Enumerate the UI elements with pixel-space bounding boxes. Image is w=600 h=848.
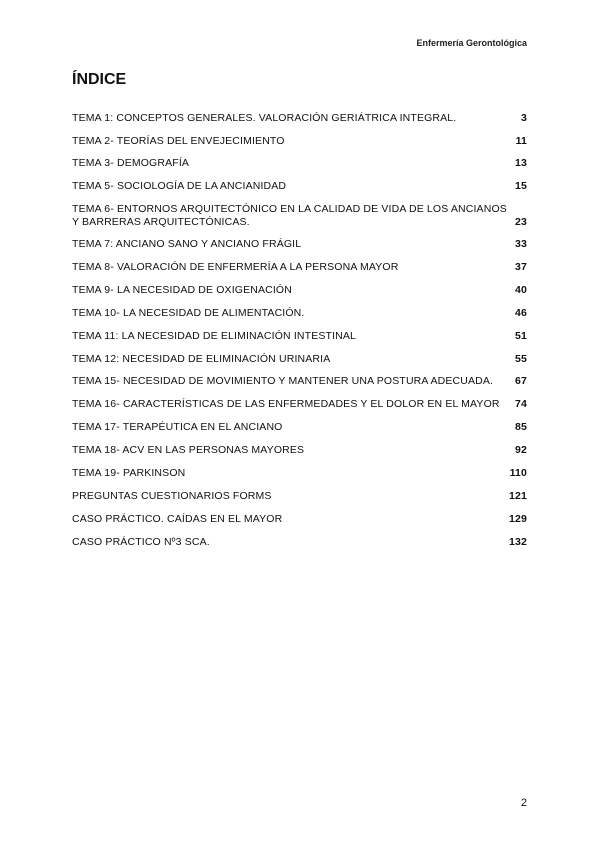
toc-entry-page: 3 <box>521 112 527 124</box>
toc-entry[interactable] <box>72 203 527 229</box>
toc-entry-page: 110 <box>509 467 527 479</box>
toc-entry-page: 33 <box>515 238 527 250</box>
toc-entry[interactable] <box>72 284 527 297</box>
toc-entry-title: CASO PRÁCTICO. CAÍDAS EN EL MAYOR <box>72 513 283 525</box>
toc-entry-page: 132 <box>509 536 527 548</box>
toc-entry-page: 121 <box>509 490 527 502</box>
toc-entry-page: 40 <box>515 284 527 296</box>
toc-entry-page: 67 <box>515 375 527 387</box>
toc-entry-title: TEMA 6- ENTORNOS ARQUITECTÓNICO EN LA CALIDAD DE VIDA DE LOS ANCIANOS Y BARRERAS ARQUITECTÓNICAS. <box>72 203 507 228</box>
toc-entry-title: TEMA 18- ACV EN LAS PERSONAS MAYORES <box>72 444 305 456</box>
page-number: 2 <box>520 797 527 809</box>
toc-entry-page: 74 <box>515 398 527 410</box>
toc-entry-title: TEMA 10- LA NECESIDAD DE ALIMENTACIÓN. <box>72 307 305 319</box>
toc-entry[interactable] <box>72 398 527 411</box>
toc-entry-title: CASO PRÁCTICO Nº3 SCA. <box>72 536 210 548</box>
toc-entry-title: TEMA 3- DEMOGRAFÍA <box>72 157 190 169</box>
toc-entry-page: 51 <box>515 330 527 342</box>
toc-entry-page: 92 <box>515 444 527 456</box>
toc-entry-page: 46 <box>515 307 527 319</box>
toc-entry-page: 55 <box>515 353 527 365</box>
toc-entry[interactable] <box>72 513 527 526</box>
toc-entry[interactable] <box>72 180 527 193</box>
toc-entry-title: TEMA 2- TEORÍAS DEL ENVEJECIMIENTO <box>72 135 285 147</box>
toc-entry-title: TEMA 9- LA NECESIDAD DE OXIGENACIÓN <box>72 284 292 296</box>
toc-entry-title: TEMA 5- SOCIOLOGÍA DE LA ANCIANIDAD <box>72 180 287 192</box>
toc-entry[interactable] <box>72 238 527 251</box>
toc-entry-title: TEMA 12: NECESIDAD DE ELIMINACIÓN URINARIA <box>72 353 331 365</box>
toc-entry-page: 13 <box>515 157 527 169</box>
toc-entry[interactable] <box>72 261 527 274</box>
toc-entry[interactable] <box>72 157 527 170</box>
toc-entry-page: 129 <box>509 513 527 525</box>
toc-entry-page: 11 <box>515 135 527 147</box>
toc-entry-title: TEMA 1: CONCEPTOS GENERALES. VALORACIÓN GERIÁTRICA INTEGRAL. <box>72 112 457 124</box>
toc-entry[interactable] <box>72 467 527 480</box>
running-header: Enfermería Gerontológica <box>416 38 527 48</box>
toc-entry-title: TEMA 8- VALORACIÓN DE ENFERMERÍA A LA PERSONA MAYOR <box>72 261 399 273</box>
index-heading: ÍNDICE <box>72 71 127 88</box>
toc-entry-title: TEMA 19- PARKINSON <box>72 467 186 479</box>
toc-entry-page: 23 <box>515 216 527 228</box>
toc-entry[interactable] <box>72 112 527 125</box>
toc-entry-title: PREGUNTAS CUESTIONARIOS FORMS <box>72 490 272 502</box>
toc-entry-page: 37 <box>515 261 527 273</box>
toc-entry-page: 15 <box>515 180 527 192</box>
toc-entry-title: TEMA 11: LA NECESIDAD DE ELIMINACIÓN INTESTINAL <box>72 330 357 342</box>
toc-entry[interactable] <box>72 135 527 148</box>
toc-entry[interactable] <box>72 375 527 388</box>
toc-entry[interactable] <box>72 421 527 434</box>
toc-entry[interactable] <box>72 444 527 457</box>
toc-entry-title: TEMA 17- TERAPÉUTICA EN EL ANCIANO <box>72 421 283 433</box>
toc-entry[interactable] <box>72 307 527 320</box>
toc-entry[interactable] <box>72 353 527 366</box>
toc-entry-title: TEMA 7: ANCIANO SANO Y ANCIANO FRÁGIL <box>72 238 302 250</box>
toc-entry-title: TEMA 16- CARACTERÍSTICAS DE LAS ENFERMEDADES Y EL DOLOR EN EL MAYOR <box>72 398 500 410</box>
toc-entry-page: 85 <box>515 421 527 433</box>
toc-entry[interactable] <box>72 330 527 343</box>
toc-entry[interactable] <box>72 536 527 549</box>
toc-entry[interactable] <box>72 490 527 503</box>
toc-entry-title: TEMA 15- NECESIDAD DE MOVIMIENTO Y MANTENER UNA POSTURA ADECUADA. <box>72 375 494 387</box>
